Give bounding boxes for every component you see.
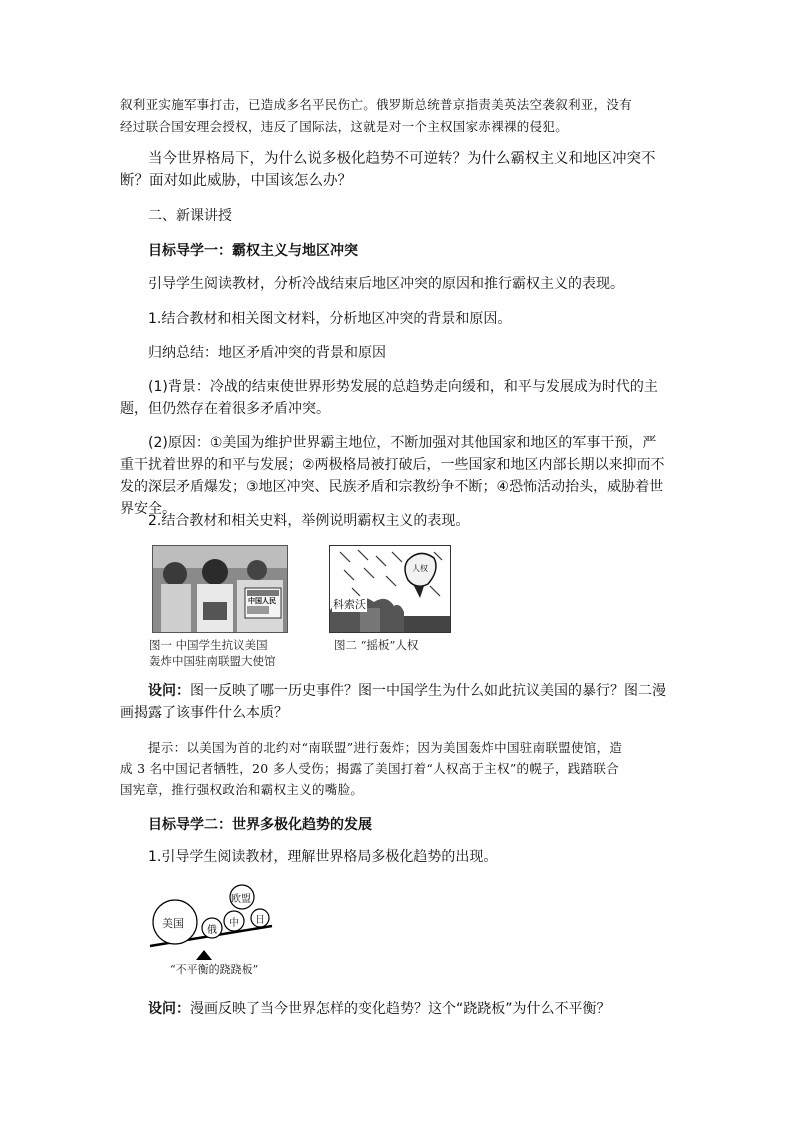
qa1-question-text: 图一反映了哪一历史事件？图一中国学生为什么如此抗议美国的暴行？图二漫画揭露了该事件什么本质？: [120, 683, 666, 721]
qa1-hint-line3: 国宪章，推行强权政治和霸权主义的嘴脸。: [120, 782, 364, 797]
seesaw-eu-label: 欧盟: [231, 894, 251, 905]
qa2-question-text: 漫画反映了当今世界怎样的变化趋势？这个“跷跷板”为什么不平衡？: [190, 1001, 611, 1017]
qa1-hint-line1: 提示：以美国为首的北约对“南联盟”进行轰炸；因为美国轰炸中国驻南联盟使馆，造: [148, 740, 623, 755]
cartoon-bomb-label: 人权: [412, 564, 428, 573]
cartoon-image: [330, 546, 450, 632]
goal1-summary: 归纳总结：地区矛盾冲突的背景和原因: [148, 345, 386, 361]
goal2-title: 目标导学二：世界多极化趋势的发展: [148, 817, 372, 833]
goal1-reasons: (2)原因：①美国为维护世界霸主地位，不断加强对其他国家和地区的军事干预，严重干扰着世界的和平与发展；②两极格局被打破后，一些国家和地区内部长期以来抑而不发的深层矛盾爆发；③地区冲突、民族矛盾和宗教纷争不断；④恐怖活动抬头，威胁着世界安全。: [120, 435, 665, 517]
fig1-caption: [149, 637, 299, 669]
question-intro: 当今世界格局下，为什么说多极化趋势不可逆转？为什么霸权主义和地区冲突不断？面对如此威胁，中国该怎么办？: [120, 151, 656, 189]
seesaw-japan-label: 日: [255, 915, 265, 926]
qa1-question: [120, 680, 670, 724]
protest-photo: [152, 545, 288, 633]
fig2-caption: 图二 “摇板”人权: [334, 638, 419, 652]
seesaw-cartoon: [148, 880, 288, 980]
goal1-title: 目标导学一：霸权主义与地区冲突: [148, 243, 358, 259]
protest-photo-image: [153, 546, 287, 632]
human-rights-cartoon: [329, 545, 451, 633]
seesaw-caption: “不平衡的跷跷板”: [170, 963, 259, 976]
seesaw-usa-label: 美国: [162, 917, 184, 930]
seesaw-china-label: 中: [229, 918, 239, 929]
goal1-item1: 1.结合教材和相关图文材料，分析地区冲突的背景和原因。: [148, 311, 512, 327]
intro-line-1: 叙利亚实施军事打击，已造成多名平民伤亡。俄罗斯总统普京指责美英法空袭叙利亚，没有: [120, 97, 633, 112]
seesaw-russia-label: 俄: [207, 925, 217, 936]
cartoon-kosovo-label: 科索沃: [333, 598, 366, 611]
qa1-hint-line2: 成 3 名中国记者牺牲，20 多人受伤；揭露了美国打着“人权高于主权”的幌子，践踏联合: [120, 761, 619, 776]
qa2-question: [120, 998, 670, 1020]
qa1-question-label: 设问：: [148, 683, 190, 699]
goal2-item1: 1.引导学生阅读教材，理解世界格局多极化趋势的出现。: [148, 849, 498, 865]
fig1-caption-line1: 图一 中国学生抗议美国: [149, 638, 268, 652]
section-heading: 二、新课讲授: [148, 208, 232, 224]
goal1-item2: 2.结合教材和相关史料，举例说明霸权主义的表现。: [148, 513, 470, 529]
protest-sign-text: 中国人民: [248, 597, 276, 605]
qa2-question-label: 设问：: [148, 1001, 190, 1017]
goal1-guide: 引导学生阅读教材，分析冷战结束后地区冲突的原因和推行霸权主义的表现。: [148, 276, 624, 292]
intro-line-2: 经过联合国安理会授权，违反了国际法，这就是对一个主权国家赤裸裸的侵犯。: [120, 119, 569, 134]
fig1-caption-line2: 轰炸中国驻南联盟大使馆: [149, 654, 276, 668]
goal1-background: (1)背景：冷战的结束使世界形势发展的总趋势走向缓和，和平与发展成为时代的主题，但仍然存在着很多矛盾冲突。: [120, 379, 658, 417]
